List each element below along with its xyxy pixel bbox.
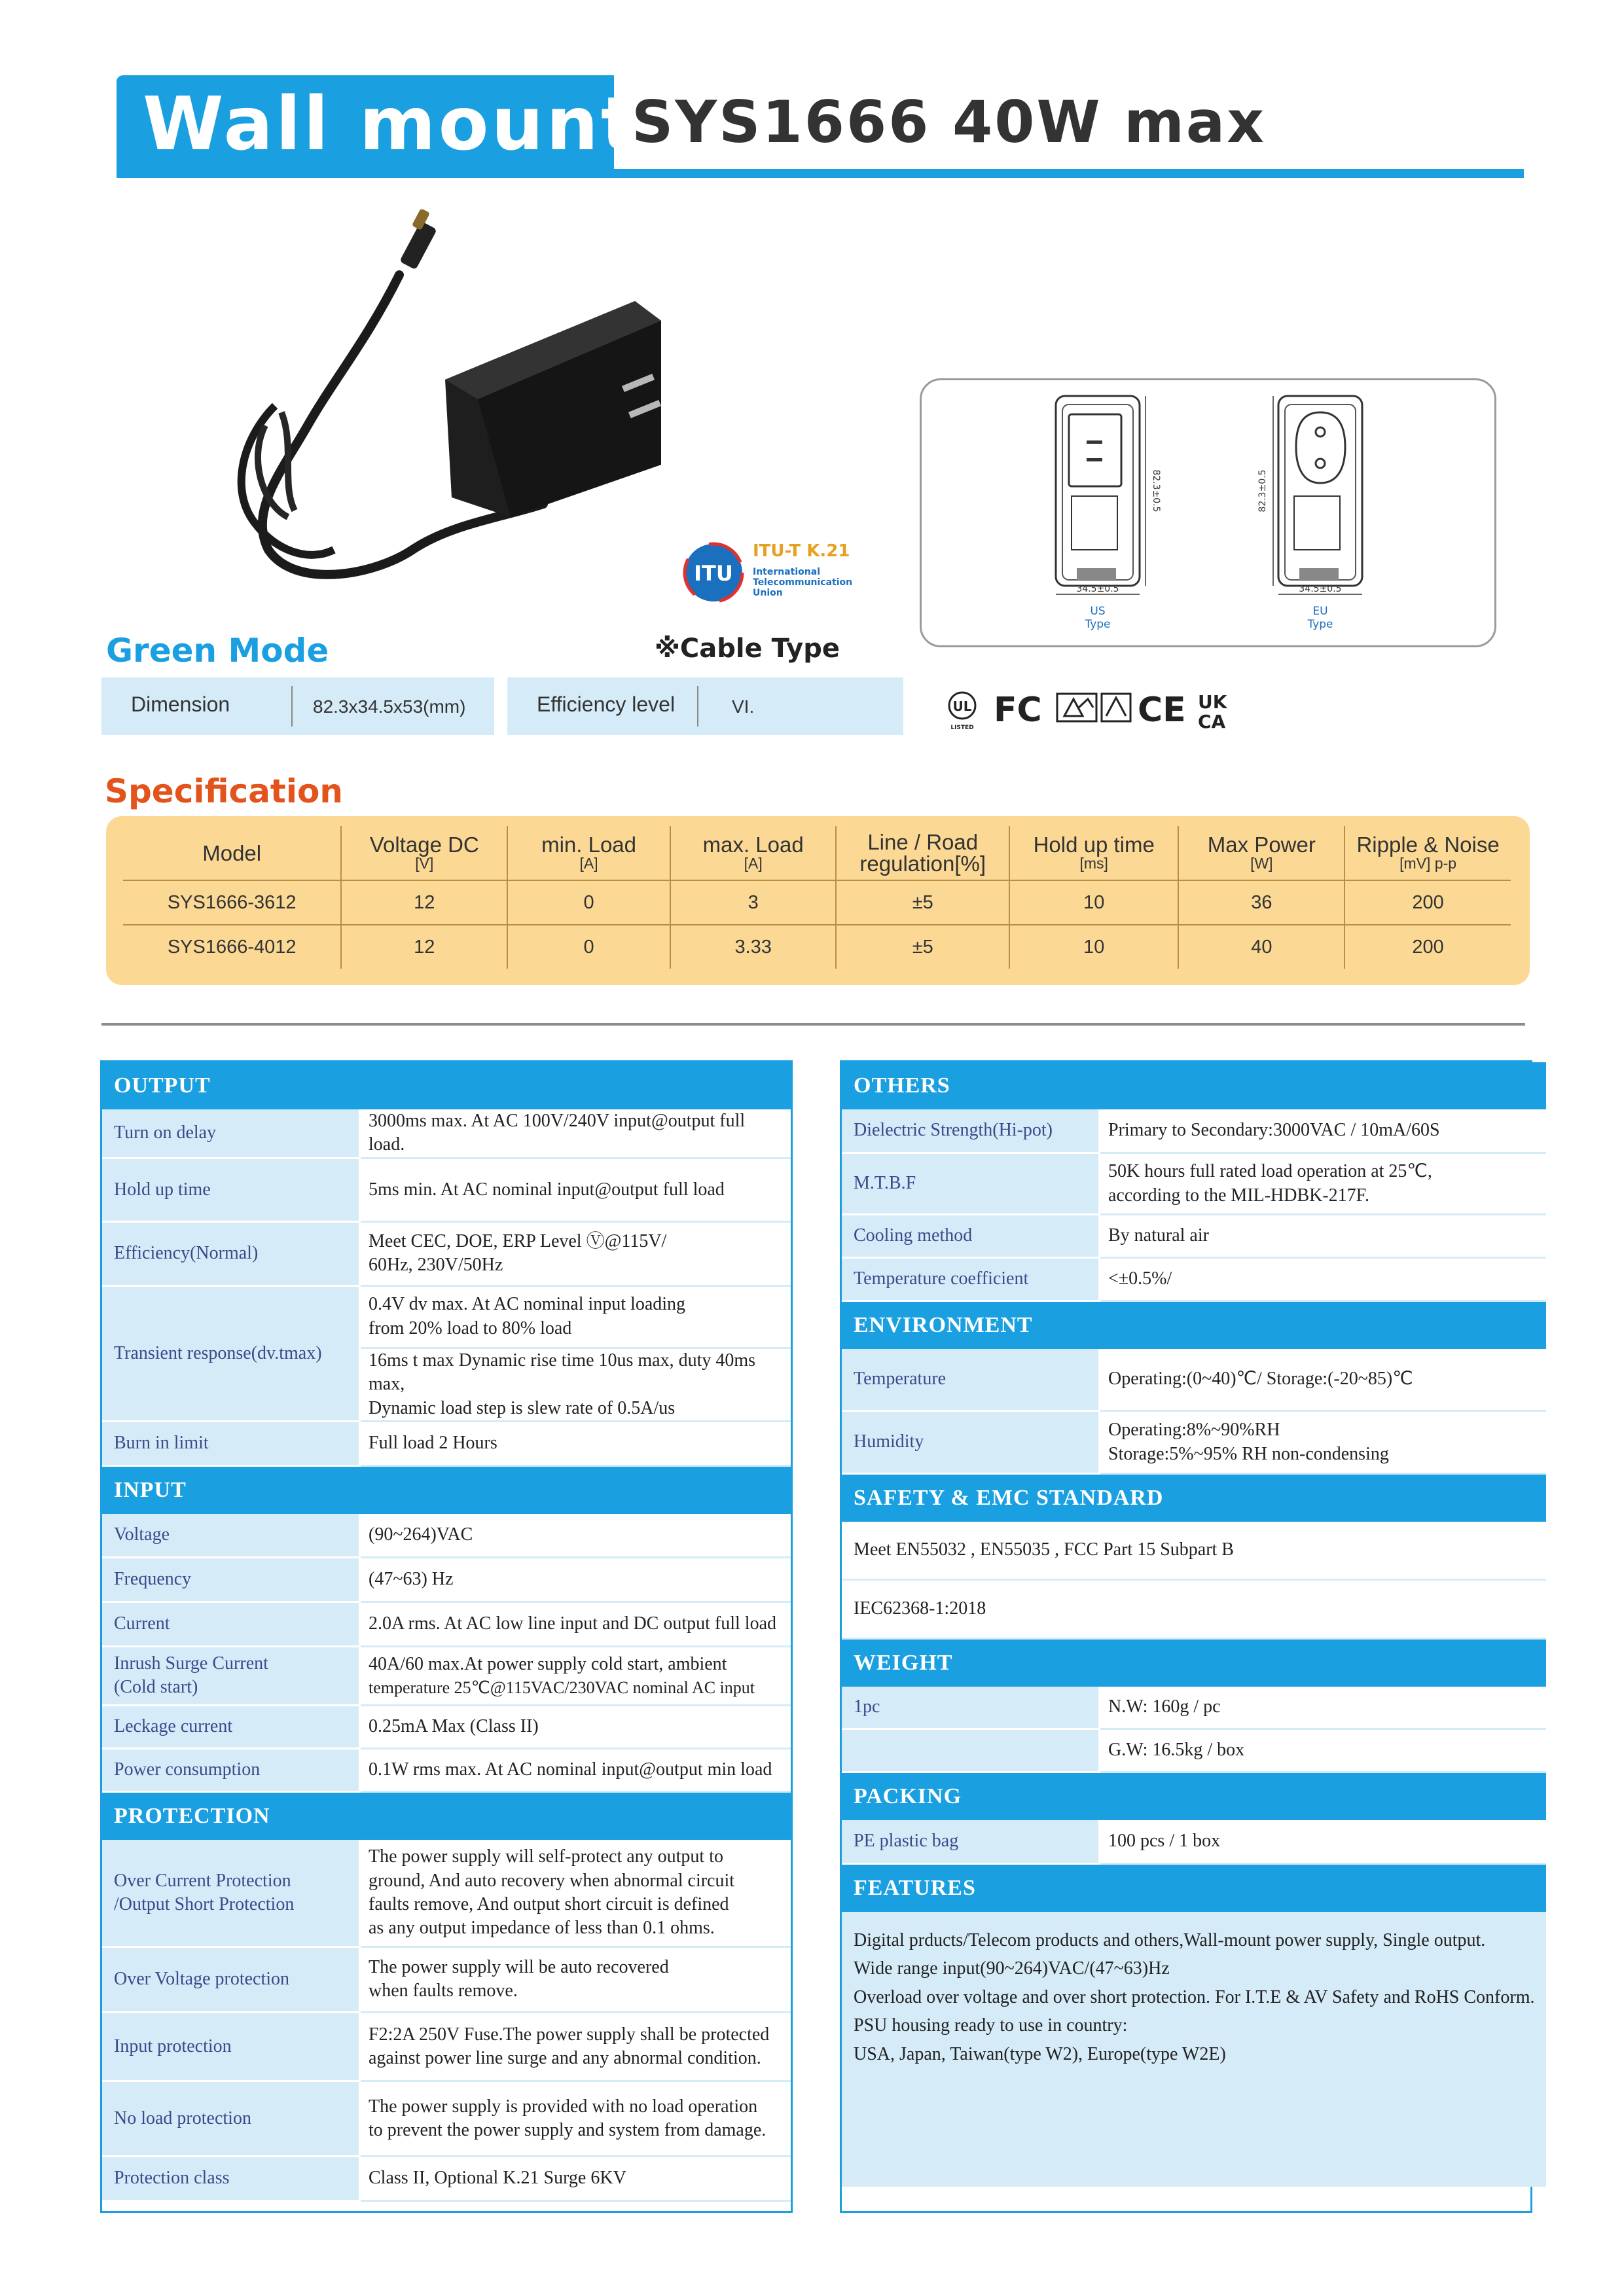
row-key: M.T.B.F: [842, 1154, 1100, 1215]
spec-cell: 10: [1009, 880, 1179, 925]
ce-icon: CE: [1138, 691, 1186, 730]
us-type-text: Type: [1085, 618, 1111, 631]
green-mode-title: Green Mode: [106, 632, 329, 670]
spec-header-max-load: max. Load [A]: [670, 826, 837, 880]
row-value: Class II, Optional K.21 Surge 6KV: [361, 2157, 791, 2202]
spec-cell: ±5: [836, 925, 1009, 969]
bsmi-icon: [1102, 694, 1130, 721]
row-value: Meet CEC, DOE, ERP Level Ⓥ@115V/ 60Hz, 230V/50Hz: [361, 1223, 791, 1287]
eu-width-label: 34.5±0.5: [1299, 584, 1342, 594]
row-value: <±0.5%/: [1100, 1259, 1546, 1302]
dimension-drawing: [920, 378, 1496, 647]
adapter-photo: [203, 209, 674, 602]
left-spec-table: [102, 1062, 791, 2202]
weight-section-header: [842, 1640, 1546, 1687]
spec-header-row: [123, 826, 1511, 880]
feature-line: Digital prducts/Telecom products and others,Wall-mount power supply, Single output.: [854, 1930, 1486, 1950]
row-key: Input protection: [102, 2013, 361, 2082]
spec-cell: 3.33: [670, 925, 837, 969]
protection-section-header: [102, 1793, 791, 1840]
row-value: 3000ms max. At AC 100V/240V input@output full load.: [361, 1109, 791, 1159]
row-value: The power supply will be auto recovered when faults remove.: [361, 1948, 791, 2013]
row-key: Over Voltage protection: [102, 1948, 361, 2013]
row-value: (47~63) Hz: [361, 1558, 791, 1603]
row-value: Operating:(0~40)℃/ Storage:(-20~85)℃: [1100, 1349, 1546, 1412]
table-row: [102, 2082, 791, 2157]
others-section-header: [842, 1062, 1546, 1109]
output-section-header: [102, 1062, 791, 1109]
table-row: [842, 1215, 1546, 1259]
table-row: [102, 2157, 791, 2202]
spec-cell: SYS1666-4012: [123, 925, 341, 969]
safety-line: Meet EN55032 , EN55035 , FCC Part 15 Subpart B: [842, 1522, 1546, 1581]
eu-height-label: 82.3±0.5: [1257, 469, 1268, 512]
packing-section-header: [842, 1773, 1546, 1820]
weight-title: WEIGHT: [842, 1640, 1546, 1687]
table-row: [842, 1412, 1546, 1475]
row-key: Power consumption: [102, 1749, 361, 1793]
spec-cell: ±5: [836, 880, 1009, 925]
table-row: [102, 1422, 791, 1467]
spec-cell: 0: [507, 925, 670, 969]
spec-cell: SYS1666-3612: [123, 880, 341, 925]
spec-cell: 3: [670, 880, 837, 925]
others-title: OTHERS: [842, 1062, 1546, 1109]
row-value: 0.1W rms max. At AC nominal input@output min load: [361, 1749, 791, 1793]
row-key: Burn in limit: [102, 1422, 361, 1467]
itu-line3: Union: [753, 588, 783, 598]
row-value: Operating:8%~90%RH Storage:5%~95% RH non-condensing: [1100, 1412, 1546, 1475]
right-spec-table: [842, 1062, 1546, 2187]
row-value: F2:2A 250V Fuse.The power supply shall be protected against power line surge and any abnormal condition.: [361, 2013, 791, 2082]
row-key: Turn on delay: [102, 1109, 361, 1159]
dimension-value: 82.3x34.5x53(mm): [313, 696, 466, 717]
row-key: Hold up time: [102, 1159, 361, 1223]
features-title: FEATURES: [842, 1865, 1546, 1912]
row-value: 2.0A rms. At AC low line input and DC output full load: [361, 1603, 791, 1647]
row-key: PE plastic bag: [842, 1820, 1100, 1865]
table-row: [842, 1522, 1546, 1581]
efficiency-value: VI.: [732, 696, 755, 717]
row-value: 0.25mA Max (Class II): [361, 1706, 791, 1749]
table-row: [842, 1687, 1546, 1730]
row-key: Efficiency(Normal): [102, 1223, 361, 1287]
fcc-icon: FC: [994, 691, 1042, 730]
cable-type-label: ※Cable Type: [655, 634, 840, 664]
table-row: [102, 1514, 791, 1558]
eu-type-text: Type: [1307, 618, 1333, 631]
efficiency-label: Efficiency level: [537, 692, 676, 716]
row-value: 50K hours full rated load operation at 25℃, according to the MIL-HDBK-217F.: [1100, 1154, 1546, 1215]
spec-header-regulation: Line / Road regulation[%]: [836, 826, 1009, 880]
table-row: [102, 1558, 791, 1603]
row-key: [842, 1730, 1100, 1773]
row-value: By natural air: [1100, 1215, 1546, 1259]
row-value: G.W: 16.5kg / box: [1100, 1730, 1546, 1773]
input-title: INPUT: [102, 1467, 791, 1514]
itu-line1: International: [753, 567, 821, 577]
certification-marks: [943, 687, 1231, 733]
itu-title: ITU-T K.21: [753, 541, 850, 561]
features-text: [842, 1912, 1546, 2187]
output-title: OUTPUT: [102, 1062, 791, 1109]
us-label: US: [1090, 605, 1106, 618]
efficiency-divider: [697, 686, 698, 726]
table-row: [842, 1109, 1546, 1154]
ukca-icon-bottom: CA: [1198, 711, 1226, 732]
safety-section-header: [842, 1475, 1546, 1522]
protection-title: PROTECTION: [102, 1793, 791, 1840]
row-value: 5ms min. At AC nominal input@output full load: [361, 1159, 791, 1223]
itu-line2: Telecommunication: [753, 577, 853, 588]
spec-cell: 0: [507, 880, 670, 925]
row-key: Dielectric Strength(Hi-pot): [842, 1109, 1100, 1154]
dimension-label: Dimension: [131, 692, 230, 716]
table-row: [842, 1820, 1546, 1865]
specification-title: Specification: [105, 772, 343, 810]
row-value: 0.4V dv max. At AC nominal input loading from 20% load to 80% load: [361, 1287, 791, 1349]
table-row: [102, 1109, 791, 1159]
table-row: [842, 1154, 1546, 1215]
table-row: [842, 1730, 1546, 1773]
table-row: [102, 1223, 791, 1287]
spec-row: [123, 925, 1511, 969]
left-spec-column: [100, 1060, 793, 2213]
row-value: Full load 2 Hours: [361, 1422, 791, 1467]
table-row: [842, 1349, 1546, 1412]
eu-type-drawing: [1257, 396, 1362, 631]
safety-line: IEC62368-1:2018: [842, 1581, 1546, 1640]
table-row: [102, 2013, 791, 2082]
feature-line: USA, Japan, Taiwan(type W2), Europe(type W2E): [854, 2043, 1226, 2064]
spec-header-min-load: min. Load [A]: [507, 826, 670, 880]
ukca-icon-top: UK: [1198, 691, 1227, 713]
feature-line: PSU housing ready to use in country:: [854, 2015, 1128, 2036]
environment-section-header: [842, 1302, 1546, 1349]
row-key: Current: [102, 1603, 361, 1647]
ul-mark-text: UL: [952, 698, 972, 714]
input-section-header: [102, 1467, 791, 1514]
us-type-drawing: [1056, 396, 1161, 631]
row-value: The power supply will self-protect any output to ground, And auto recovery when abnormal circuit faults remove, And output short circuit is defined as any output impedance of less than 0.1 ohms.: [361, 1840, 791, 1948]
spec-cell: 200: [1412, 936, 1444, 958]
packing-title: PACKING: [842, 1773, 1546, 1820]
itu-logo: [681, 537, 884, 609]
eu-label: EU: [1312, 605, 1328, 618]
table-row: [102, 1287, 791, 1349]
ul-listed-icon: [949, 692, 975, 731]
row-value: N.W: 160g / pc: [1100, 1687, 1546, 1730]
spec-row: [123, 880, 1511, 925]
itu-logo-text: ITU: [694, 561, 733, 586]
specification-table: [123, 826, 1511, 969]
row-key: Temperature coefficient: [842, 1259, 1100, 1302]
spec-cell: 12: [341, 925, 507, 969]
table-row: [102, 1159, 791, 1223]
row-key: Humidity: [842, 1412, 1100, 1475]
table-row: [102, 1840, 791, 1948]
spec-header-ripple: Ripple & Noise [mV] p-p: [1344, 826, 1511, 880]
row-key: 1pc: [842, 1687, 1100, 1730]
row-value: Primary to Secondary:3000VAC / 10mA/60S: [1100, 1109, 1546, 1154]
row-key: Cooling method: [842, 1215, 1100, 1259]
row-key: Frequency: [102, 1558, 361, 1603]
feature-line: Overload over voltage and over short protection. For I.T.E & AV Safety and RoHS Conform.: [854, 1986, 1535, 2007]
spec-cell: 200: [1344, 880, 1511, 925]
product-title: SYS1666 40W max: [632, 88, 1267, 156]
safety-title: SAFETY & EMC STANDARD: [842, 1475, 1546, 1522]
row-value: (90~264)VAC: [361, 1514, 791, 1558]
spec-header-voltage: Voltage DC [V]: [341, 826, 507, 880]
pse-icon: [1057, 694, 1096, 721]
header-badge-title: Wall mount: [143, 82, 639, 167]
feature-line: Wide range input(90~264)VAC/(47~63)Hz: [854, 1958, 1170, 1979]
spec-cell: 40: [1178, 925, 1344, 969]
us-height-label: 82.3±0.5: [1151, 469, 1161, 512]
spec-cell: 12: [341, 880, 507, 925]
table-row: [102, 1749, 791, 1793]
row-key: Inrush Surge Current (Cold start): [102, 1647, 361, 1706]
us-width-label: 34.5±0.5: [1076, 584, 1119, 594]
section-separator: [101, 1023, 1525, 1026]
row-key: Protection class: [102, 2157, 361, 2202]
spec-header-max-power: Max Power [W]: [1178, 826, 1344, 880]
row-key: Leckage current: [102, 1706, 361, 1749]
table-row: [842, 1259, 1546, 1302]
table-row: [102, 1647, 791, 1706]
row-key: No load protection: [102, 2082, 361, 2157]
row-value: 100 pcs / 1 box: [1100, 1820, 1546, 1865]
row-value: 16ms t max Dynamic rise time 10us max, duty 40ms max, Dynamic load step is slew rate of 0.5A/us: [361, 1349, 791, 1422]
table-row: [102, 1948, 791, 2013]
spec-cell: 10: [1009, 925, 1179, 969]
dimension-divider: [291, 686, 293, 726]
row-key: Transient response(dv.tmax): [102, 1287, 361, 1422]
right-spec-column: [840, 1060, 1535, 2213]
row-key: Over Current Protection /Output Short Protection: [102, 1840, 361, 1948]
table-row: [842, 1581, 1546, 1640]
spec-cell: 36: [1178, 880, 1344, 925]
spec-header-hold-up: Hold up time [ms]: [1009, 826, 1179, 880]
row-value: The power supply is provided with no load operation to prevent the power supply and system from damage.: [361, 2082, 791, 2157]
spec-header-model: Model: [123, 826, 341, 880]
table-row: [102, 1603, 791, 1647]
environment-title: ENVIRONMENT: [842, 1302, 1546, 1349]
row-key: Temperature: [842, 1349, 1100, 1412]
ul-listed-text: LISTED: [950, 725, 974, 731]
row-value: 40A/60 max.At power supply cold start, ambient temperature 25℃@115VAC/230VAC nominal AC input: [361, 1647, 791, 1706]
row-key: Voltage: [102, 1514, 361, 1558]
table-row: [102, 1706, 791, 1749]
features-row: [842, 1912, 1546, 2187]
features-section-header: [842, 1865, 1546, 1912]
